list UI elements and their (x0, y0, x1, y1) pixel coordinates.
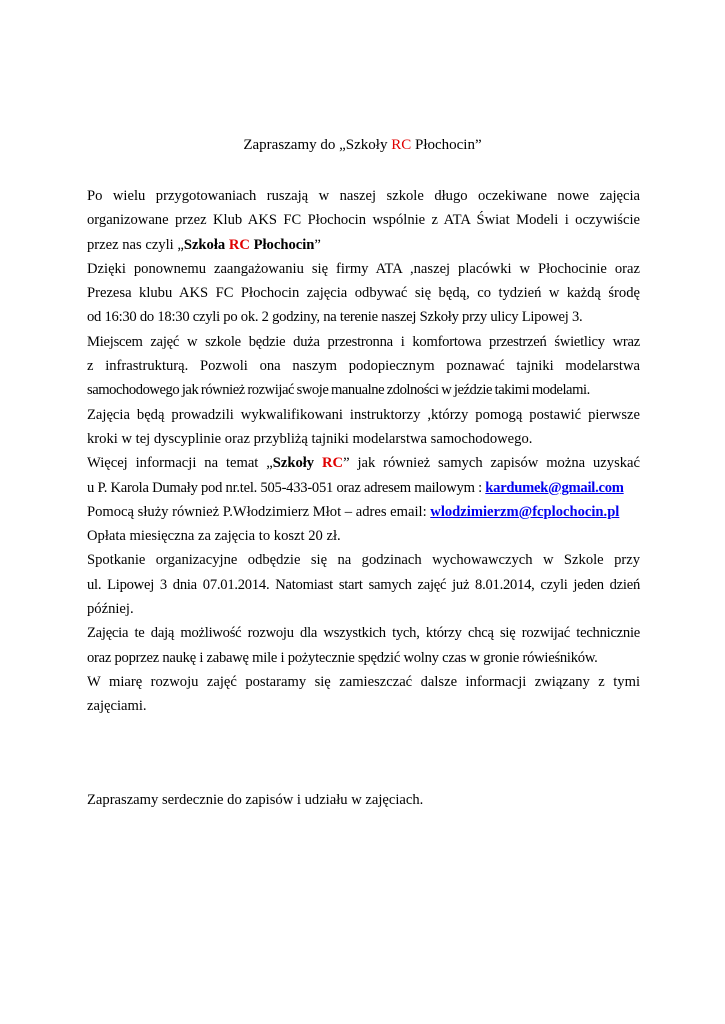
text-line (87, 500, 640, 524)
text-run: Szkoły (272, 455, 322, 472)
text-line (87, 233, 640, 257)
text-line: organizowane przez Klub AKS FC Płochocin wspólnie z ATA Świat Modeli i oczywiście (87, 212, 640, 229)
email-link-kardumek[interactable]: kardumek@gmail.com (485, 479, 624, 496)
text-line: Dzięki ponownemu zaangażowaniu się firmy ATA ,naszej placówki w Płochocinie oraz (87, 260, 640, 277)
text-line (87, 451, 640, 475)
paragraph-intro (87, 184, 640, 257)
text-run: przez nas czyli „ (87, 236, 184, 253)
text-line (87, 476, 640, 500)
text-line: Spotkanie organizacyjne odbędzie się na godzinach wychowawczych w Szkole przy (87, 552, 640, 569)
paragraph-instructors (87, 403, 640, 452)
title-rc: RC (391, 137, 412, 153)
text-line: W miarę rozwoju zajęć postaramy się zamieszczać dalsze informacji związany z tymi (87, 673, 640, 690)
text-line: Zajęcia te dają możliwość rozwoju dla wszystkich tych, którzy chcą się rozwijać technicznie (87, 625, 640, 642)
paragraph-schedule (87, 257, 640, 330)
text-run: ” jak również samych zapisów można uzyskać (343, 455, 640, 472)
text-line: od 16:30 do 18:30 czyli po ok. 2 godziny, na terenie naszej Szkoły przy ulicy Lipowej 3. (87, 309, 583, 326)
text-run: u P. Karola Dumały pod nr.tel. 505-433-051 oraz adresem mailowym : (87, 479, 486, 496)
text-line: Prezesa klubu AKS FC Płochocin zajęcia odbywać się będą, co tydzień w każdą środę (87, 285, 640, 302)
email-link-wlodzimierzm[interactable]: wlodzimierzm@fcplochocin.pl (430, 503, 620, 520)
page-title (0, 135, 725, 155)
text-line: Miejscem zajęć w szkole będzie duża przestronna i komfortowa przestrzeń świetlicy wraz (87, 333, 640, 350)
text-run: RC (321, 455, 344, 472)
paragraph-fee (87, 524, 640, 548)
text-line: zajęciami. (87, 698, 147, 715)
text-line: oraz poprzez naukę i zabawę mile i pożytecznie spędzić wolny czas w gronie rówieśników. (87, 649, 598, 666)
text-line: Opłata miesięczna za zajęcia to koszt 20 zł. (87, 528, 341, 545)
text-run: Szkoła (183, 236, 229, 253)
text-line: z infrastrukturą. Pozwoli ona naszym podopiecznym poznawać tajniki modelarstwa (87, 358, 640, 375)
text-line: Zajęcia będą prowadzili wykwalifikowani instruktorzy ,którzy pomogą postawić pierwsze (87, 406, 640, 423)
closing-line: Zapraszamy serdecznie do zapisów i udziału w zajęciach. (87, 792, 424, 808)
text-run: Płochocin (249, 236, 315, 253)
text-run: RC (228, 236, 250, 253)
paragraph-venue (87, 330, 640, 403)
title-suffix: Płochocin” (411, 137, 482, 153)
text-line: później. (87, 601, 134, 618)
text-run: Więcej informacji na temat „ (87, 455, 273, 472)
paragraph-further-info (87, 670, 640, 719)
paragraph-help (87, 500, 640, 524)
text-line: ul. Lipowej 3 dnia 07.01.2014. Natomiast start samych zajęć już 8.01.2014, czyli jeden dzień (87, 576, 640, 593)
text-line: kroki w tej dyscyplinie oraz przybliżą tajniki modelarstwa samochodowego. (87, 430, 533, 447)
text-run: ” (314, 236, 321, 253)
paragraph-opportunity (87, 621, 640, 670)
text-line: Po wielu przygotowaniach ruszają w naszej szkole długo oczekiwane nowe zajęcia (87, 188, 640, 204)
paragraph-meeting (87, 548, 640, 621)
text-line: samochodowego jak również rozwijać swoje manualne zdolności w jeździe takimi modelami. (87, 382, 590, 399)
text-run: Pomocą służy również P.Włodzimierz Młot – adres email: (87, 503, 431, 520)
paragraph-contact (87, 451, 640, 500)
title-prefix: Zapraszamy do „Szkoły (243, 137, 392, 153)
body-text (87, 184, 640, 719)
